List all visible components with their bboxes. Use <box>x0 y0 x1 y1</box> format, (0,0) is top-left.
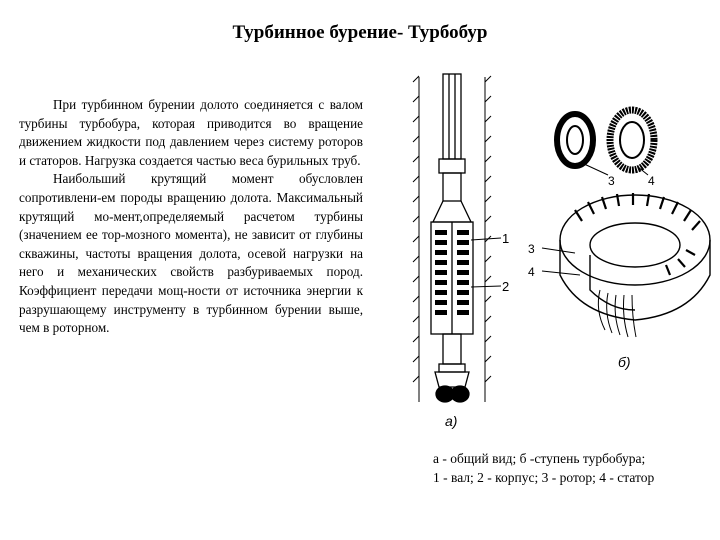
caption-line-1: а - общий вид; б -ступень турбобура; <box>433 451 646 466</box>
drill-bit <box>435 334 469 402</box>
side-label-3: 3 <box>528 242 535 256</box>
paragraph-1: При турбинном бурении долото соединяется с валом турбины турбобура, которая приводится во вращение движением жидкости под давлением через систему роторов и статоров. Нагрузка создается частью веса бурильных труб. <box>19 97 363 168</box>
side-leader-4 <box>542 271 580 275</box>
callout-label-2: 2 <box>502 279 510 294</box>
borehole-wall-left <box>413 76 419 402</box>
turbine-stage-figure <box>520 95 720 385</box>
figure-caption <box>433 449 715 487</box>
figure-b-label: б) <box>618 354 631 370</box>
page-title: Турбинное бурение- Турбобур <box>232 22 488 43</box>
ring-label-3: 3 <box>608 174 615 188</box>
figure-a-label: а) <box>445 413 458 429</box>
drill-pipe <box>439 74 465 201</box>
paragraph-2: Наибольший крутящий момент обусловлен сопротивлени-ем породы вращению долота. Максимальный крутящий мо-мент,определяемый расчетом турбины (значением ее тор-мозного момента), не зависит от глубины скважины, частоты вращения долота, осевой нагрузки на него и механических свойств разбуриваемых пород. Коэффициент передачи мощ-ности от источника энергии к разрушающему инструменту в турбинном бурении выше, чем в роторном. <box>19 171 363 336</box>
caption-line-2: 1 - вал; 2 - корпус; 3 - ротор; 4 - статор <box>433 470 655 485</box>
side-leader-3 <box>542 248 575 253</box>
description-text <box>19 96 363 338</box>
turbodrill-general-view-figure <box>405 72 515 432</box>
rotor-ring <box>557 114 593 166</box>
side-label-4: 4 <box>528 265 535 279</box>
callout-line-1 <box>471 238 501 240</box>
ring-label-4: 4 <box>648 174 655 188</box>
callout-label-1: 1 <box>502 231 510 246</box>
callout-line-2 <box>471 286 501 287</box>
stator-ring <box>610 110 654 170</box>
ring-leader-3 <box>582 163 608 175</box>
